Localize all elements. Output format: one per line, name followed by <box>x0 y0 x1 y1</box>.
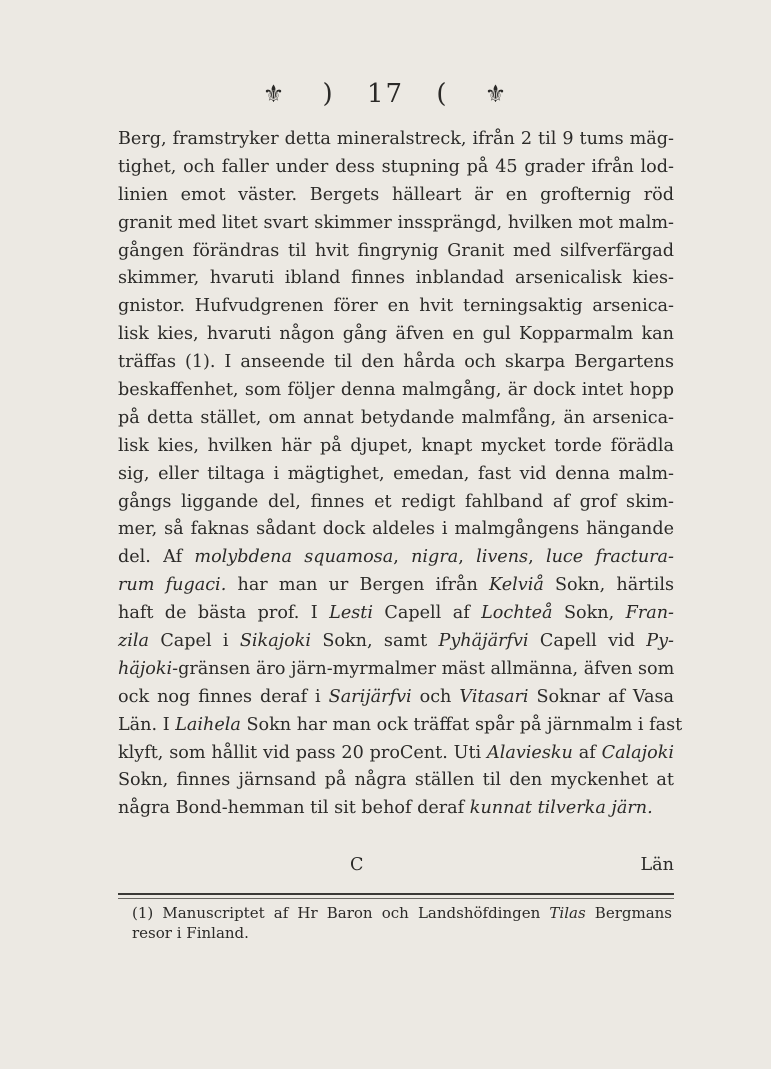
footnote-line: (1) Manuscriptet af Hr Baron och Landshöfdingen Tilas Bergmans <box>132 904 672 922</box>
text-line: Berg, framstryker detta mineralstreck, ifrån 2 til 9 tums mäg- <box>118 129 674 149</box>
header-right-paren: ( <box>436 79 449 109</box>
text-line: granit med litet svart skimmer inssprängd, hvilken mot malm- <box>118 212 674 233</box>
footnote-divider <box>118 893 674 899</box>
text-line: linien emot väster. Bergets hälleart är en grofternig röd <box>118 184 674 205</box>
text-line: gångs liggande del, finnes et redigt fahlband af grof skim- <box>118 491 674 512</box>
footnote <box>132 903 672 943</box>
text-line: sig, eller tiltaga i mägtighet, emedan, fast vid denna malm- <box>118 463 674 484</box>
fleuron-left-icon: ⚜ <box>262 80 287 108</box>
text-line: träffas (1). I anseende til den hårda och skarpa Bergartens <box>118 352 674 373</box>
text-line: lisk kies, hvaruti någon gång äfven en gul Kopparmalm kan <box>118 324 674 345</box>
text-line: på detta stället, om annat betydande malmfång, än arsenica- <box>118 407 674 428</box>
text-line: klyft, som hållit vid pass 20 proCent. Uti Alaviesku af Calajoki <box>118 742 675 763</box>
text-line: beskaffenhet, som följer denna malmgång, är dock intet hopp <box>118 380 674 401</box>
page-number: 17 <box>366 79 405 109</box>
text-line: lisk kies, hvilken här på djupet, knapt mycket torde förädla <box>118 435 674 456</box>
text-line: rum fugaci. har man ur Bergen ifrån Kelviå Sokn, härtils <box>118 575 675 596</box>
text-line: zila Capel i Sikajoki Sokn, samt Pyhäjärfvi Capell vid Py- <box>118 631 674 652</box>
text-line: tighet, och faller under dess stupning på 45 grader ifrån lod- <box>118 156 674 177</box>
text-line: gången förändras til hvit fingrynig Granit med silfverfärgad <box>118 240 674 261</box>
fleuron-right-icon: ⚜ <box>484 80 509 108</box>
text-line: Län. I Laihela Sokn har man ock träffat spår på järnmalm i fast <box>118 714 683 735</box>
text-line: häjoki-gränsen äro järn-myrmalmer mäst allmänna, äfven som <box>118 658 675 679</box>
text-line: ock nog finnes deraf i Sarijärfvi och Vitasari Soknar af Vasa <box>118 686 675 707</box>
text-line: haft de bästa prof. I Lesti Capell af Lochteå Sokn, Fran- <box>118 603 674 624</box>
text-line: skimmer, hvaruti ibland finnes inblandad arsenicalisk kies- <box>118 268 674 289</box>
text-line: del. Af molybdena squamosa, nigra, livens, luce fractura- <box>118 547 674 568</box>
catchword: Län <box>640 855 674 875</box>
text-line: gnistor. Hufvudgrenen förer en hvit terningsaktig arsenica- <box>118 296 674 317</box>
footnote-line: resor i Finland. <box>132 924 249 942</box>
header-left-paren: ) <box>322 79 335 109</box>
body-text <box>118 126 683 823</box>
text-line: mer, så faknas sådant dock aldeles i malmgångens hängande <box>118 519 674 540</box>
signature-mark: C <box>350 855 364 875</box>
running-header <box>0 78 771 118</box>
signature-line <box>118 855 674 881</box>
text-line: några Bond-hemman til sit behof deraf kunnat tilverka järn. <box>118 798 653 819</box>
text-line: Sokn, finnes järnsand på några ställen til den myckenhet at <box>118 770 674 791</box>
